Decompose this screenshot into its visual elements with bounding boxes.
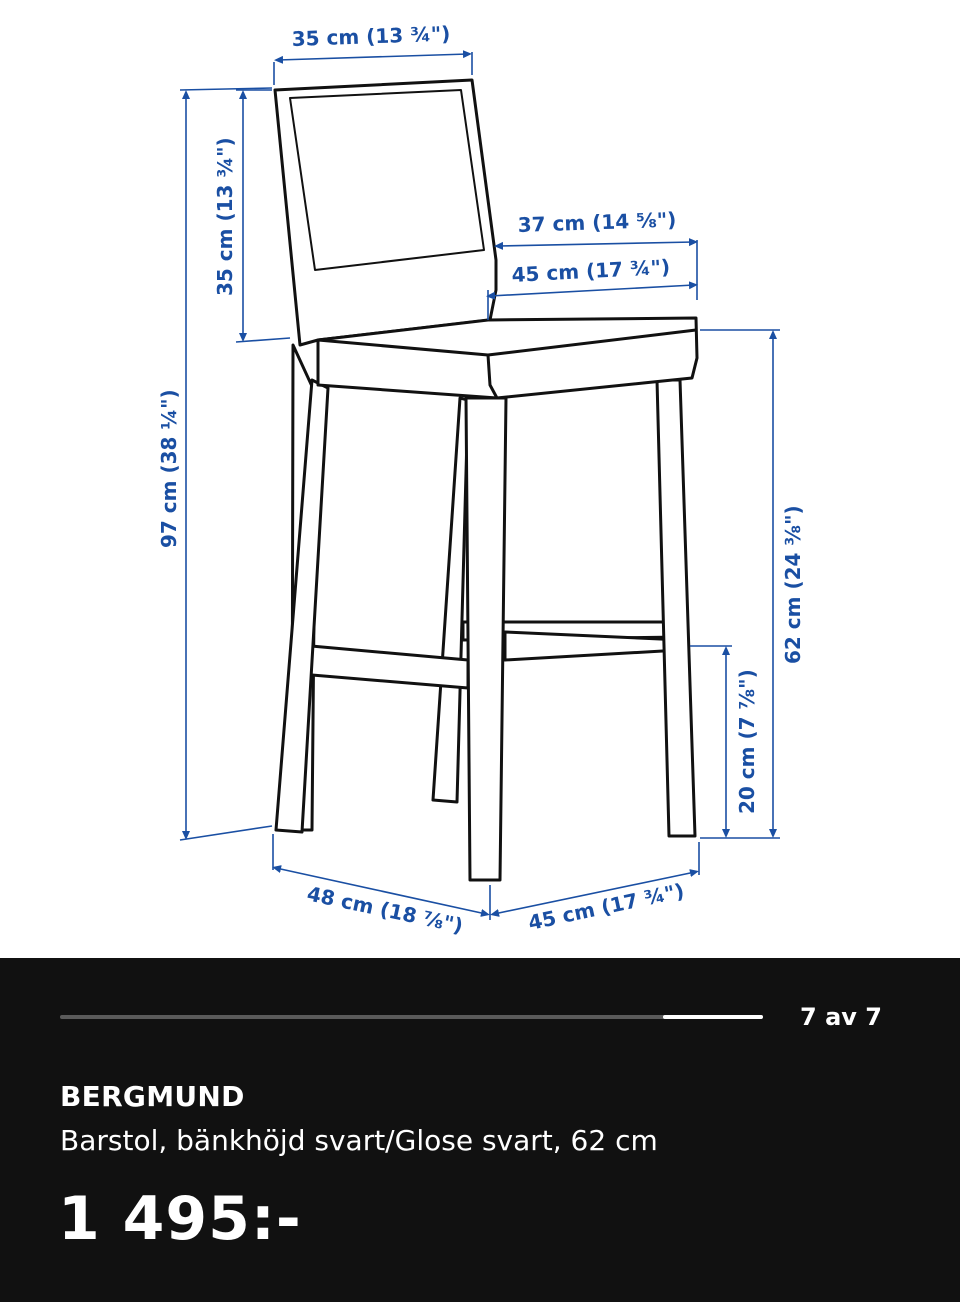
product-price: 1 495:- — [58, 1184, 302, 1254]
dim-total-height: 97 cm (38 ¼") — [157, 389, 181, 548]
dim-base-depth: 48 cm (18 ⅞") — [304, 881, 466, 938]
barstool-drawing — [275, 80, 697, 880]
gallery-progress-bar — [60, 1015, 763, 1019]
dim-seat-height: 62 cm (24 ⅜") — [781, 505, 805, 664]
product-name: BERGMUND — [60, 1080, 245, 1113]
product-description: Barstol, bänkhöjd svart/Glose svart, 62 cm — [60, 1124, 658, 1157]
dim-base-width: 45 cm (17 ¾") — [526, 878, 687, 935]
dim-seat-depth: 37 cm (14 ⅝") — [517, 207, 677, 237]
dim-footrest-height: 20 cm (7 ⅞") — [735, 669, 759, 814]
gallery-progress-indicator — [663, 1015, 763, 1019]
dim-seat-width: 45 cm (17 ¾") — [511, 254, 671, 287]
dim-backrest-width: 35 cm (13 ¾") — [291, 21, 451, 51]
gallery-counter: 7 av 7 — [800, 1003, 882, 1031]
dim-backrest-height: 35 cm (13 ¾") — [213, 137, 237, 296]
